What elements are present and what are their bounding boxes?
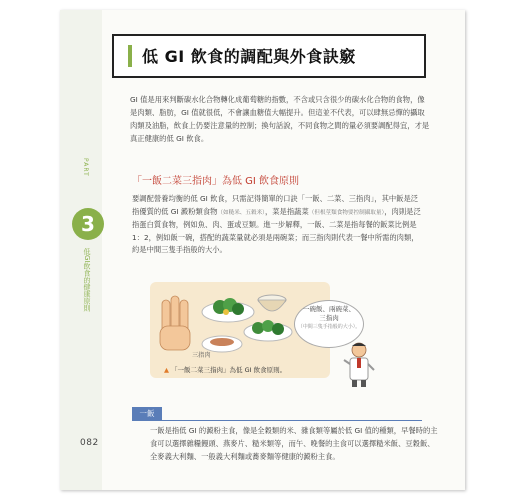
- side-band: [60, 10, 102, 490]
- page-number: 082: [80, 438, 99, 448]
- meat-label: 三指肉: [192, 352, 211, 359]
- bubble-line-2: 三指肉: [319, 314, 339, 322]
- doctor-icon: [342, 340, 376, 388]
- subsection-tag: 一飯: [132, 407, 162, 420]
- body1-text-b: ，菜是指蔬菜: [264, 206, 309, 216]
- section-heading: 「一飯二菜三指肉」為低 GI 飲食原則: [132, 176, 300, 187]
- part-label: PART: [82, 158, 89, 177]
- illustration-caption: [164, 365, 286, 374]
- body1-note-2: （但根莖類食物要控制攝取量）: [308, 209, 385, 216]
- part-number-badge: 3: [72, 208, 104, 240]
- body-paragraph-2: 一飯是指低 GI 的澱粉主食，像是全穀類的米、雜食類等屬於低 GI 值的種類，早餐時的主食可以選擇雜糧饅頭、燕麥片、糙米類等，而午、晚餐的主食可以選擇糙米飯、豆穀飯、全麥義大利麵、一般義大利麵或蕎麥麵等健康的澱粉主食。: [150, 426, 438, 461]
- intro-paragraph: GI 值是用來判斷碳水化合物轉化成葡萄糖的指數，不含或只含很少的碳水化合物的食物，像是肉類、脂肪，GI 值就很低，不會讓血糖值大幅提升。但這並不代表，可以肆無忌憚的攝取肉類及油脂，飲食上仍要注意量的控制；換句話說，不同食物之間的量必須要調配得宜，才是真正健康的低 GI 飲食。: [130, 95, 430, 143]
- chapter-title-box: [112, 34, 426, 78]
- body1-text-a: 要調配營養均衡的低 GI 飲食，只需記得簡單的口訣「一飯、二菜、三指肉」，其中飯是泛指優質的低 GI 澱粉類食物: [132, 194, 419, 216]
- caption-text: 「一飯二菜三指肉」為低 GI 飲食原則。: [171, 366, 287, 374]
- title-accent-bar: [128, 45, 132, 67]
- bubble-line-1: 一碗飯、兩碗菜、: [303, 305, 355, 313]
- body1-note: （如糙米、五穀米）: [217, 209, 265, 216]
- chapter-title: 低 GI 飲食的調配與外食訣竅: [142, 47, 356, 66]
- vegetable-plate-icon: [202, 298, 254, 322]
- body1-text-c: ，肉則是泛指蛋白質食物，例如魚、肉、蛋或豆類。進一步解釋，一飯、二菜是指每餐的飯菜比例是 1：2，例如飯一碗，搭配的蔬菜量就必須是兩碗菜；而三指肉則代表一餐中所需的肉類，約是中間三隻手指般的大小。: [132, 206, 421, 255]
- bubble-note: （中間三隻手指般的大小）。: [297, 324, 361, 330]
- triangle-icon: ▲: [164, 366, 169, 374]
- rice-bowl-icon: [258, 295, 286, 311]
- hand-icon: [160, 296, 190, 350]
- part-title: 低GI飲食的健康原則: [83, 248, 91, 312]
- vegetable-plate-2-icon: [244, 320, 292, 341]
- body-paragraph-1: [132, 193, 422, 257]
- book-page: [60, 10, 465, 490]
- subsection-rule: [132, 420, 422, 421]
